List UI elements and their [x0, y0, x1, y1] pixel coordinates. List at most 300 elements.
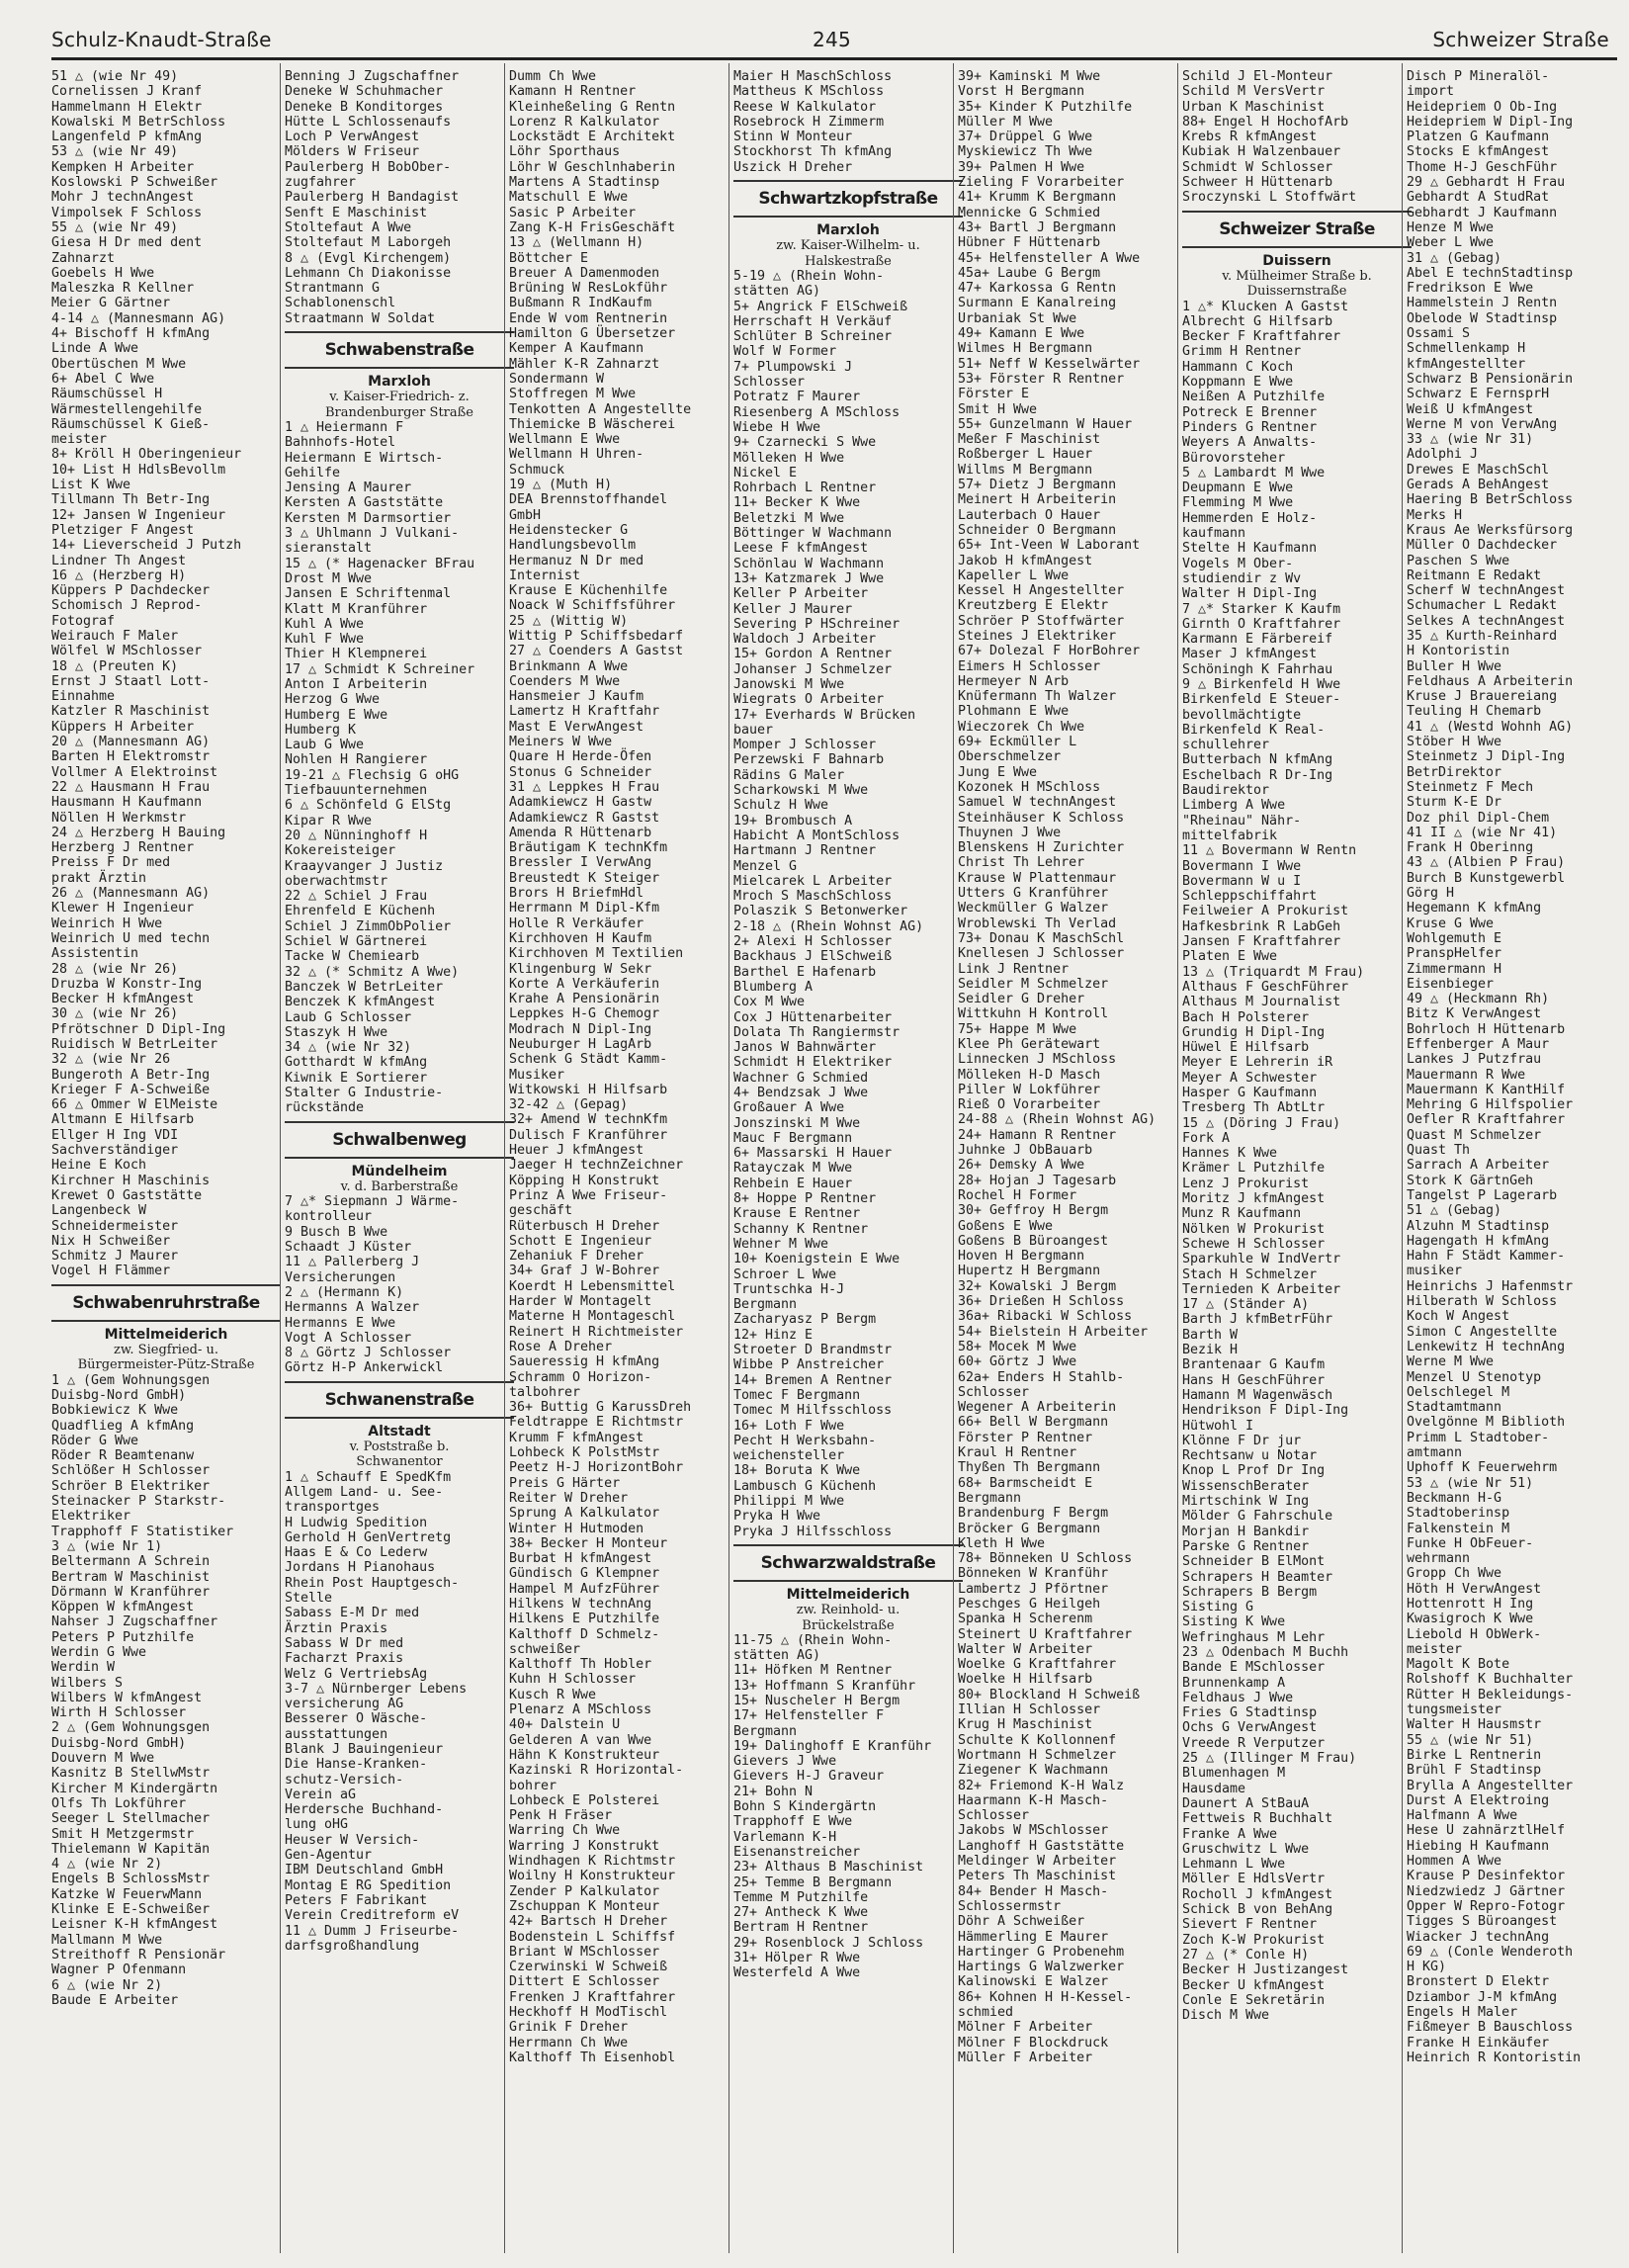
- directory-entry: Sachverständiger: [51, 1143, 179, 1159]
- directory-entry: 1 △ (Gem Wohnungsgen: [51, 1372, 211, 1388]
- directory-entry: Sisting K Wwe: [1182, 1614, 1286, 1630]
- directory-entry: Eisenbieger: [1407, 976, 1495, 992]
- directory-entry: Bußmann R IndKaufm: [509, 296, 652, 311]
- directory-entry: 22 △ Hausmann H Frau: [51, 779, 211, 795]
- directory-entry: Schewe H Schlosser: [1182, 1236, 1326, 1252]
- directory-entry: 7 △* Siepmann J Wärme-: [285, 1194, 460, 1210]
- directory-entry: Steinhäuser K Schloss: [958, 810, 1125, 826]
- directory-entry: Thyßen Th Bergmann: [958, 1460, 1101, 1476]
- directory-entry: Görtz H-P Ankerwickl: [285, 1360, 444, 1376]
- directory-entry: Hannes K Wwe: [1182, 1146, 1278, 1162]
- directory-entry: Bobkiewicz K Wwe: [51, 1403, 179, 1419]
- directory-entry: Verein Creditreform eV: [285, 1908, 460, 1924]
- directory-entry: Zoch K-W Prokurist: [1182, 1932, 1326, 1948]
- directory-entry: Kasnitz B StellwMstr: [51, 1766, 211, 1782]
- column-divider: [280, 63, 281, 2253]
- directory-entry: Woilny H Konstrukteur: [509, 1869, 676, 1884]
- directory-entry: Kraul H Rentner: [958, 1445, 1077, 1461]
- directory-entry: 78+ Bönneken U Schloss: [958, 1551, 1133, 1567]
- directory-entry: Sturm K-E Dr: [1407, 795, 1502, 811]
- directory-entry: talbohrer: [509, 1384, 581, 1400]
- directory-entry: 41 II △ (wie Nr 41): [1407, 825, 1558, 840]
- directory-entry: Heidepriem O Ob-Ing: [1407, 99, 1558, 115]
- directory-entry: Benning J Zugschaffner: [285, 69, 460, 84]
- directory-entry: Schmidt W Schlosser: [1182, 159, 1333, 175]
- directory-entry: Kiwnik E Sortierer: [285, 1070, 428, 1086]
- directory-entry: Bergmann: [733, 1297, 798, 1313]
- directory-entry: Ärztin Praxis: [285, 1620, 388, 1636]
- directory-entry: Martens A Stadtinsp: [509, 175, 660, 191]
- directory-entry: Althaus M Journalist: [1182, 995, 1341, 1010]
- directory-entry: Schild J El-Monteur: [1182, 69, 1333, 84]
- directory-entry: Spanka H Scherenm: [958, 1612, 1093, 1627]
- directory-entry: 9+ Czarnecki S Wwe: [733, 435, 877, 451]
- directory-entry: Weiß U kfmAngest: [1407, 401, 1534, 417]
- directory-entry: Schroer L Wwe: [733, 1266, 837, 1282]
- directory-entry: Kowalski M BetrSchloss: [51, 114, 226, 130]
- directory-entry: Munz R Kaufmann: [1182, 1206, 1302, 1222]
- directory-entry: Goebels H Wwe: [51, 265, 155, 281]
- directory-entry: Disch M Wwe: [1182, 2008, 1270, 2024]
- directory-entry: 2 △ (Gem Wohnungsgen: [51, 1720, 211, 1736]
- directory-entry: Morjan H Bankdir: [1182, 1524, 1310, 1539]
- directory-entry: Köppen W kfmAngest: [51, 1600, 195, 1615]
- directory-entry: Uphoff K Feuerwehrm: [1407, 1460, 1558, 1476]
- directory-entry: Schmidt H Elektriker: [733, 1055, 893, 1071]
- directory-entry: Heine E Koch: [51, 1158, 147, 1174]
- directory-entry: 19+ Dalinghoff E Kranführ: [733, 1738, 932, 1754]
- directory-entry: Loch P VerwAngest: [285, 130, 420, 145]
- directory-entry: Link J Rentner: [958, 961, 1070, 977]
- directory-entry: 5+ Angrick F ElSchweiß: [733, 299, 908, 314]
- directory-entry: Hütte L Schlossenaufs: [285, 114, 452, 130]
- column-divider: [1402, 63, 1403, 2253]
- directory-entry: Hiebing H Kaufmann: [1407, 1838, 1550, 1854]
- directory-entry: Materne H Montageschl: [509, 1309, 676, 1325]
- directory-entry: Kalinowski E Walzer: [958, 1974, 1109, 1990]
- directory-entry: Windhagen K Richtmstr: [509, 1854, 676, 1870]
- directory-entry: transportges: [285, 1500, 381, 1516]
- directory-entry: Brühl F Stadtinsp: [1407, 1763, 1542, 1779]
- directory-entry: Heuser W Versich-: [285, 1832, 420, 1848]
- directory-entry: 31 △ Leppkes H Frau: [509, 779, 660, 795]
- directory-entry: Löhr Sporthaus: [509, 144, 621, 160]
- directory-entry: List K Wwe: [51, 478, 131, 493]
- directory-entry: Jansen E Schriftenmal: [285, 586, 452, 602]
- directory-entry: Steinmetz J Dipl-Ing: [1407, 749, 1566, 765]
- directory-entry: Mohr J technAngest: [51, 190, 195, 206]
- directory-entry: 58+ Mocek M Wwe: [958, 1339, 1077, 1354]
- directory-entry: 51 △ (Gebag): [1407, 1203, 1502, 1219]
- directory-entry: Penk H Fräser: [509, 1808, 613, 1824]
- directory-entry: 39+ Palmen H Wwe: [958, 159, 1085, 175]
- directory-entry: Pfrötschner D Dipl-Ing: [51, 1021, 226, 1037]
- directory-entry: 23+ Althaus B Maschinist: [733, 1860, 924, 1875]
- directory-entry: Schlossermstr: [958, 1898, 1062, 1914]
- directory-entry: Schweer H Hüttenarb: [1182, 175, 1333, 191]
- directory-entry: Stocks E kfmAngest: [1407, 144, 1550, 160]
- directory-entry: Goßens E Wwe: [958, 1218, 1054, 1234]
- directory-entry: Gebhardt A StudRat: [1407, 190, 1550, 206]
- directory-entry: Oberschmelzer: [958, 749, 1062, 765]
- directory-entry: Weber L Wwe: [1407, 235, 1495, 251]
- page-header: [51, 28, 1609, 59]
- directory-entry: Hermanns A Walzer: [285, 1300, 420, 1316]
- directory-entry: 42+ Bartsch H Dreher: [509, 1914, 668, 1930]
- directory-entry: bauer: [733, 722, 774, 738]
- directory-entry: 53 △ (wie Nr 51): [1407, 1475, 1534, 1491]
- directory-entry: Herdersche Buchhand-: [285, 1802, 444, 1818]
- directory-entry: 36a+ Ribacki W Schloss: [958, 1309, 1133, 1325]
- directory-entry: Menzel G: [733, 858, 798, 874]
- directory-entry: Krahe A Pensionärin: [509, 992, 660, 1007]
- directory-entry: Ende W vom Rentnerin: [509, 310, 668, 326]
- directory-entry: Nix H Schweißer: [51, 1233, 171, 1249]
- directory-entry: 32 △ (wie Nr 26: [51, 1052, 171, 1068]
- street-heading: Schweizer Straße: [1182, 211, 1412, 248]
- directory-entry: Mölner F Blockdruck: [958, 2035, 1109, 2050]
- directory-entry: Beckmann H-G: [1407, 1490, 1502, 1506]
- directory-entry: 66+ Bell W Bergmann: [958, 1415, 1109, 1431]
- directory-entry: Gelderen A van Wwe: [509, 1732, 652, 1748]
- directory-entry: Utters G Kranführer: [958, 886, 1109, 902]
- directory-entry: Krause E Rentner: [733, 1206, 861, 1222]
- directory-entry: 36+ Drießen H Schloss: [958, 1294, 1125, 1310]
- directory-entry: Kruse G Wwe: [1407, 916, 1495, 931]
- directory-entry: Stadtamtmann: [1407, 1400, 1502, 1416]
- directory-entry: Haas E & Co Lederw: [285, 1545, 428, 1561]
- directory-entry: Kamann H Rentner: [509, 84, 637, 100]
- directory-entry: 6+ Abel C Wwe: [51, 371, 155, 387]
- directory-entry: Schulte K Kollonnenf: [958, 1732, 1117, 1748]
- directory-entry: Bohn S Kindergärtn: [733, 1799, 877, 1815]
- directory-entry: Zacharyasz P Bergm: [733, 1312, 877, 1328]
- directory-entry: PranspHelfer: [1407, 946, 1502, 962]
- directory-entry: Bungeroth A Betr-Ing: [51, 1067, 211, 1083]
- directory-entry: 35+ Kinder K Putzhilfe: [958, 99, 1133, 115]
- directory-entry: Warring J Konstrukt: [509, 1838, 660, 1854]
- directory-entry: Westerfeld A Wwe: [733, 1965, 861, 1981]
- directory-entry: Kalthoff Th Hobler: [509, 1657, 652, 1673]
- directory-entry: Seeger L Stellmacher: [51, 1811, 211, 1827]
- directory-entry: Quare H Herde-Öfen: [509, 749, 652, 765]
- street-location: v. Poststraße b.: [349, 1439, 450, 1455]
- directory-entry: 45a+ Laube G Bergm: [958, 265, 1101, 281]
- directory-entry: 25 △ (Wittig W): [509, 613, 629, 629]
- directory-entry: Hausdame: [1182, 1781, 1246, 1796]
- directory-entry: versicherung AG: [285, 1697, 404, 1712]
- street-heading: Schwartzkopfstraße: [733, 180, 963, 218]
- directory-entry: Albrecht G Hilfsarb: [1182, 313, 1333, 329]
- directory-entry: Janos W Bahnwärter: [733, 1040, 877, 1056]
- directory-entry: Franke A Wwe: [1182, 1826, 1278, 1842]
- column-divider: [1177, 63, 1178, 2253]
- district-label: Mündelheim: [351, 1163, 448, 1179]
- directory-entry: Flemming M Wwe: [1182, 495, 1294, 511]
- directory-entry: Potratz F Maurer: [733, 390, 861, 405]
- directory-entry: Hüwel E Hilfsarb: [1182, 1040, 1310, 1056]
- directory-entry: Sarrach A Arbeiter: [1407, 1158, 1550, 1174]
- directory-entry: 31 △ (Gebag): [1407, 250, 1502, 266]
- directory-entry: Hausmann H Kaufmann: [51, 795, 203, 811]
- directory-entry: H KG): [1407, 1960, 1447, 1975]
- directory-entry: Christ Th Lehrer: [958, 855, 1085, 871]
- directory-entry: 55 △ (wie Nr 49): [51, 219, 179, 235]
- directory-entry: 13 △ (Wellmann H): [509, 235, 644, 251]
- directory-entry: Mölleken H-D Masch: [958, 1067, 1101, 1083]
- directory-entry: Potreck E Brenner: [1182, 404, 1318, 420]
- directory-entry: 4-14 △ (Mannesmann AG): [51, 310, 226, 326]
- directory-entry: 21+ Bohn N: [733, 1784, 814, 1799]
- directory-entry: Kleth H Wwe: [958, 1535, 1046, 1551]
- directory-entry: 53 △ (wie Nr 49): [51, 144, 179, 160]
- directory-entry: sieranstalt: [285, 541, 373, 557]
- directory-entry: Schlößer H Schlosser: [51, 1463, 211, 1479]
- directory-entry: 19-21 △ Flechsig G oHG: [285, 767, 460, 783]
- directory-entry: Noack W Schiffsführer: [509, 598, 676, 614]
- directory-entry: Schröer B Elektriker: [51, 1478, 211, 1494]
- directory-entry: Primm L Stadtober-: [1407, 1430, 1550, 1445]
- directory-entry: Ovelgönne M Biblioth: [1407, 1415, 1566, 1431]
- directory-entry: Versicherungen: [285, 1269, 396, 1285]
- header-left-street: Schulz-Knaudt-Straße: [51, 28, 272, 51]
- directory-entry: Müller F Arbeiter: [958, 2050, 1093, 2065]
- directory-entry: Gotthardt W kfmAng: [285, 1055, 428, 1071]
- directory-entry: 23 △ Odenbach M Buchh: [1182, 1644, 1349, 1660]
- directory-entry: Facharzt Praxis: [285, 1651, 404, 1667]
- directory-entry: Sroczynski L Stoffwärt: [1182, 190, 1357, 206]
- directory-entry: 12+ Hinz E: [733, 1327, 814, 1343]
- directory-entry: Kirchhoven H Kaufm: [509, 930, 652, 946]
- directory-entry: Simon C Angestellte: [1407, 1324, 1558, 1340]
- directory-entry: Dörmann W Kranführer: [51, 1584, 211, 1600]
- directory-entry: 33 △ (wie Nr 31): [1407, 432, 1534, 448]
- directory-entry: Krieger F A-Schweiße: [51, 1082, 211, 1097]
- directory-entry: Schlüter B Schreiner: [733, 329, 893, 345]
- directory-entry: Wefringhaus M Lehr: [1182, 1629, 1326, 1645]
- directory-entry: 40+ Dalstein U: [509, 1717, 621, 1733]
- directory-entry: Herrmann Ch Wwe: [509, 2035, 629, 2050]
- directory-entry: Peters Th Maschinist: [958, 1869, 1117, 1884]
- directory-entry: Feldhaus A Arbeiterin: [1407, 673, 1574, 689]
- directory-entry: Brors H BriefmHdl: [509, 886, 644, 902]
- directory-entry: 16+ Loth F Wwe: [733, 1418, 845, 1434]
- street-heading: Schwarzwaldstraße: [733, 1544, 963, 1582]
- directory-entry: Deneke W Schuhmacher: [285, 84, 444, 100]
- directory-entry: Hammelstein J Rentn: [1407, 296, 1558, 311]
- directory-entry: Barth J kfmBetrFühr: [1182, 1312, 1333, 1328]
- directory-entry: Wolf W Former: [733, 344, 837, 360]
- directory-entry: musiker: [1407, 1264, 1463, 1279]
- directory-entry: 2+ Alexi H Schlosser: [733, 934, 893, 950]
- directory-entry: Walter H Hausmstr: [1407, 1717, 1542, 1733]
- directory-entry: Lehmann Ch Diakonisse: [285, 265, 452, 281]
- directory-entry: Mähler K-R Zahnarzt: [509, 356, 660, 372]
- directory-entry: 24-88 △ (Rhein Wohnst AG): [958, 1112, 1157, 1128]
- directory-entry: Thier H Klempnerei: [285, 647, 428, 662]
- directory-entry: 25+ Temme B Bergmann: [733, 1875, 893, 1890]
- directory-entry: Klingenburg W Sekr: [509, 961, 652, 977]
- directory-entry: Varlemann K-H: [733, 1829, 837, 1845]
- directory-entry: Staszyk H Wwe: [285, 1024, 388, 1040]
- directory-entry: Woelke G Kraftfahrer: [958, 1657, 1117, 1673]
- directory-entry: 4 △ (wie Nr 2): [51, 1857, 163, 1873]
- directory-entry: Lankes J Putzfrau: [1407, 1052, 1542, 1068]
- directory-entry: Kleinheßeling G Rentn: [509, 99, 676, 115]
- directory-entry: 65+ Int-Veen W Laborant: [958, 538, 1141, 554]
- directory-entry: Fißmeyer B Bauschloss: [1407, 2020, 1574, 2036]
- directory-entry: 60+ Görtz J Wwe: [958, 1354, 1077, 1370]
- directory-entry: Girnth O Kraftfahrer: [1182, 616, 1341, 632]
- directory-entry: Backhaus J ElSchweiß: [733, 949, 893, 965]
- directory-entry: Wilmes H Bergmann: [958, 341, 1093, 357]
- directory-entry: Feilweier A Prokurist: [1182, 904, 1349, 919]
- directory-entry: Fries G Stadtinsp: [1182, 1705, 1318, 1721]
- street-location: v. Mülheimer Straße b.: [1222, 268, 1372, 284]
- directory-entry: Krebs R kfmAngest: [1182, 130, 1318, 145]
- directory-entry: Uszick H Dreher: [733, 159, 853, 175]
- directory-entry: Woelke H Hilfsarb: [958, 1672, 1093, 1688]
- directory-entry: Mauermann K KantHilf: [1407, 1082, 1566, 1097]
- directory-entry: Hähn K Konstrukteur: [509, 1747, 660, 1763]
- directory-entry: Burbat H kfmAngest: [509, 1551, 652, 1567]
- directory-entry: 11 △ Dumm J Friseurbe-: [285, 1923, 460, 1939]
- directory-entry: Saueressig H kfmAng: [509, 1354, 660, 1370]
- directory-entry: Humberg E Wwe: [285, 707, 388, 723]
- directory-entry: Tillmann Th Betr-Ing: [51, 492, 211, 508]
- directory-entry: Elektriker: [51, 1509, 131, 1525]
- directory-entry: Vogt A Schlosser: [285, 1330, 412, 1346]
- directory-entry: Becker H Justizangest: [1182, 1963, 1349, 1978]
- directory-entry: Gievers J Wwe: [733, 1754, 837, 1770]
- directory-entry: 18 △ (Preuten K): [51, 658, 179, 674]
- directory-entry: Strantmann G: [285, 281, 381, 297]
- directory-entry: Bressler I VerwAng: [509, 855, 652, 871]
- directory-entry: Meiners W Wwe: [509, 735, 613, 750]
- directory-entry: Grinik F Dreher: [509, 2020, 629, 2036]
- directory-entry: Kruse J Brauereiang: [1407, 689, 1558, 705]
- directory-entry: Wieczorek Ch Wwe: [958, 719, 1085, 735]
- directory-entry: Wirth H Schlosser: [51, 1705, 187, 1721]
- directory-entry: Janowski M Wwe: [733, 676, 845, 692]
- directory-entry: Sisting G: [1182, 1600, 1254, 1615]
- directory-entry: Hermanns E Wwe: [285, 1315, 396, 1331]
- directory-entry: Dumm Ch Wwe: [509, 69, 597, 84]
- directory-entry: 67+ Dolezal F HorBohrer: [958, 644, 1141, 659]
- directory-entry: Banczek W BetrLeiter: [285, 979, 444, 995]
- street-location: Schwanentor: [356, 1454, 443, 1470]
- directory-entry: Coenders M Wwe: [509, 673, 621, 689]
- directory-entry: Scherf W technAngest: [1407, 583, 1566, 599]
- directory-entry: Wegener A Arbeiterin: [958, 1400, 1117, 1416]
- directory-entry: Keller J Maurer: [733, 601, 853, 617]
- directory-entry: Stelle: [285, 1591, 333, 1607]
- directory-entry: 11+ Höfken M Rentner: [733, 1663, 893, 1679]
- directory-entry: Hilberath W Schloss: [1407, 1294, 1558, 1310]
- directory-entry: Kircher M Kindergärtn: [51, 1781, 218, 1796]
- directory-entry: 10+ Koenigstein E Wwe: [733, 1252, 900, 1267]
- directory-entry: Platzen G Kaufmann: [1407, 130, 1550, 145]
- directory-entry: Sprung A Kalkulator: [509, 1506, 660, 1522]
- directory-column-5: [958, 69, 1187, 2065]
- directory-entry: Sparkuhle W IndVertr: [1182, 1252, 1341, 1267]
- directory-entry: Barten H Elektromstr: [51, 749, 211, 765]
- directory-entry: 22 △ Schiel J Frau: [285, 889, 428, 905]
- directory-entry: 32+ Amend W technKfm: [509, 1112, 668, 1128]
- directory-entry: Halfmann A Wwe: [1407, 1808, 1518, 1824]
- directory-entry: Hermanuz N Dr med: [509, 553, 644, 568]
- directory-entry: Heuer J kfmAngest: [509, 1143, 644, 1159]
- directory-entry: Stockhorst Th kfmAng: [733, 144, 893, 160]
- district-label: Altstadt: [368, 1423, 431, 1439]
- directory-entry: Assistentin: [51, 946, 139, 962]
- directory-entry: 15 △ (* Hagenacker BFrau: [285, 556, 475, 571]
- directory-entry: Korte A Verkäuferin: [509, 976, 660, 992]
- directory-entry: Löhr W Geschlnhaberin: [509, 159, 676, 175]
- directory-entry: Klewer H Ingenieur: [51, 901, 195, 916]
- directory-entry: Buller H Wwe: [1407, 658, 1502, 674]
- directory-entry: amtmann: [1407, 1445, 1463, 1461]
- directory-entry: Knellesen J Schlosser: [958, 946, 1125, 962]
- directory-entry: Vimpolsek F Schloss: [51, 205, 203, 220]
- directory-entry: Stonus G Schneider: [509, 764, 652, 780]
- directory-entry: Langenbeck W: [51, 1203, 147, 1219]
- directory-entry: schweißer: [509, 1641, 581, 1657]
- directory-entry: Knüfermann Th Walzer: [958, 689, 1117, 705]
- directory-entry: 11+ Becker K Wwe: [733, 495, 861, 511]
- directory-entry: Wroblewski Th Verlad: [958, 916, 1117, 931]
- directory-entry: Mauermann R Wwe: [1407, 1067, 1526, 1083]
- directory-entry: Langhoff H Gaststätte: [958, 1838, 1125, 1854]
- directory-entry: Weirauch F Maler: [51, 628, 179, 644]
- directory-entry: Brantenaar G Kaufm: [1182, 1357, 1326, 1373]
- directory-entry: Meßer F Maschinist: [958, 432, 1101, 448]
- directory-entry: Schenk G Städt Kamm-: [509, 1052, 668, 1068]
- directory-entry: Fredrikson E Wwe: [1407, 281, 1534, 297]
- directory-entry: IBM Deutschland GmbH: [285, 1863, 444, 1878]
- directory-entry: Roßberger L Hauer: [958, 447, 1093, 463]
- directory-entry: Kusch R Wwe: [509, 1687, 597, 1702]
- directory-entry: meister: [1407, 1641, 1463, 1657]
- directory-entry: 17+ Everhards W Brücken: [733, 707, 916, 723]
- directory-entry: Beltermann A Schrein: [51, 1554, 211, 1570]
- directory-entry: Leisner K-H kfmAngest: [51, 1917, 218, 1933]
- directory-entry: Zender P Kalkulator: [509, 1883, 660, 1899]
- directory-entry: Schleppschiffahrt: [1182, 889, 1318, 905]
- directory-entry: Paschen S Wwe: [1407, 553, 1510, 568]
- directory-entry: Reese W Kalkulator: [733, 99, 877, 115]
- directory-entry: Gebhardt J Kaufmann: [1407, 205, 1558, 220]
- directory-entry: Niedzwiedz J Gärtner: [1407, 1883, 1566, 1899]
- directory-entry: 28+ Hojan J Tagesarb: [958, 1173, 1117, 1188]
- directory-column-4: [733, 69, 963, 1981]
- directory-entry: Amenda R Hüttenarb: [509, 825, 652, 840]
- directory-entry: Wachner G Schmied: [733, 1070, 869, 1086]
- directory-entry: H Ludwig Spedition: [285, 1515, 428, 1530]
- directory-entry: schmied: [958, 2005, 1014, 2020]
- directory-entry: Wagner P Ofenmann: [51, 1963, 187, 1978]
- directory-entry: Schick B von BehAng: [1182, 1902, 1333, 1918]
- directory-entry: 17+ Helfensteller F: [733, 1708, 885, 1724]
- directory-column-7: [1407, 69, 1629, 2065]
- directory-entry: Stork K GärtnGeh: [1407, 1173, 1534, 1188]
- directory-entry: Matschull E Wwe: [509, 190, 629, 206]
- directory-entry: Birkenfeld K Real-: [1182, 722, 1326, 738]
- directory-column-2: [285, 69, 514, 1954]
- directory-entry: 19 △ (Muth H): [509, 478, 613, 493]
- directory-entry: Mattheus K MSchloss: [733, 84, 885, 100]
- directory-entry: Stoltefaut A Wwe: [285, 219, 412, 235]
